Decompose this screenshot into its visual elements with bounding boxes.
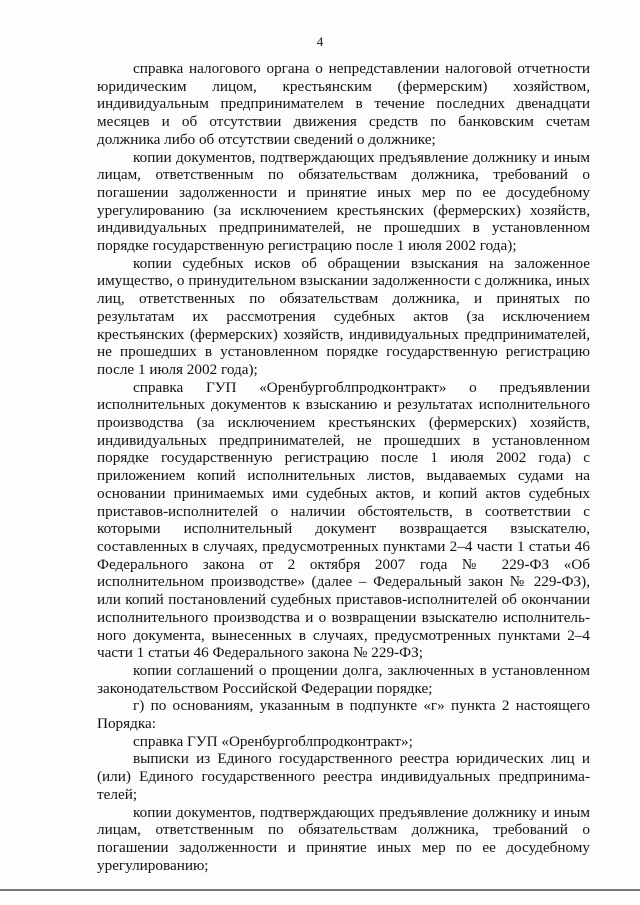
paragraph-claim-documents-repeat: копии документов, подтверждающих предъявление должнику и иным лицам, ответственным по обязательствам должника, требований о погашении задолженности и принятие иных мер по ее досудебному урегулированию;: [97, 803, 590, 874]
page-number: 4: [316, 34, 324, 49]
paragraph-claim-documents: копии документов, подтверждающих предъявление должнику и иным лицам, ответственным по обязательствам должника, требований о погашении задолженности и принятие иных мер по ее досудебному урегулированию (за исключением крестьянских (фермерских) хозяйств, индивидуальных предпринимателей, не прошедших в установленном порядке государственную регистрацию после 1 июля 2002 года);: [97, 148, 590, 255]
paragraph-enforcement-certificate: справка ГУП «Оренбургоблпродконтракт» о предъявлении исполнительных документов к взысканию и результатах исполнительного производства (за исключением крестьянских (фермерских) хозяйств, индивидуальных предпринимателей, не прошедших в установленном порядке государственную регистрацию после 1 июля 2002 года) с приложением копий исполнительных листов, выдаваемых судами на основании принимаемых ими судебных актов, и копий актов судебных приставов-исполнителей о наличии обстоятельств, в соответствии с которыми исполнительный документ возвращается взыскателю, составленных в случаях, предусмотренных пунктами 2–4 части 1 статьи 46 Федерального закона от 2 октября 2007 года № 229-ФЗ «Об исполнительном производстве» (далее – Федеральный закон № 229-ФЗ), или копий постановлений судебных приставов-исполнителей об окончании исполнительного производства и о возвращении взыскателю исполнительного документа, вынесенных в случаях, предусмотренных пунктами 2–4 части 1 статьи 46 Федерального закона № 229-ФЗ;: [97, 378, 590, 662]
paragraph-subitem-g: г) по основаниям, указанным в подпункте «г» пункта 2 настоящего Порядка:: [97, 697, 590, 733]
document-body: [97, 60, 590, 874]
page-bottom-divider: [0, 889, 640, 891]
paragraph-tax-certificate: справка налогового органа о непредставлении налоговой отчетности юридическим лицом, крестьянским (фермерским) хозяйством, индивидуальным предпринимателем в течение последних двенадцати месяцев и об отсутствии движения средств по банковским счетам должника либо об отсутствии сведений о должнике;: [97, 60, 590, 148]
paragraph-court-claims: копии судебных исков об обращении взыскания на заложенное имущество, о принудительном взыскании задолженности с должника, иных лиц, ответственных по обязательствам должника, и принятых по результатам их рассмотрения судебных актов (за исключением крестьянских (фермерских) хозяйств, индивидуальных предпринимателей, не прошедших в установленном порядке государственную регистрацию после 1 июля 2002 года);: [97, 254, 590, 378]
paragraph-gup-certificate: справка ГУП «Оренбургоблпродконтракт»;: [133, 732, 413, 750]
paragraph-debt-forgiveness: копии соглашений о прощении долга, заключенных в установленном законодательством Российской Федерации порядке;: [97, 661, 590, 697]
paragraph-registry-extracts: выписки из Единого государственного реестра юридических лиц и (или) Единого государственного реестра индивидуальных предпринимателей;: [97, 750, 590, 803]
